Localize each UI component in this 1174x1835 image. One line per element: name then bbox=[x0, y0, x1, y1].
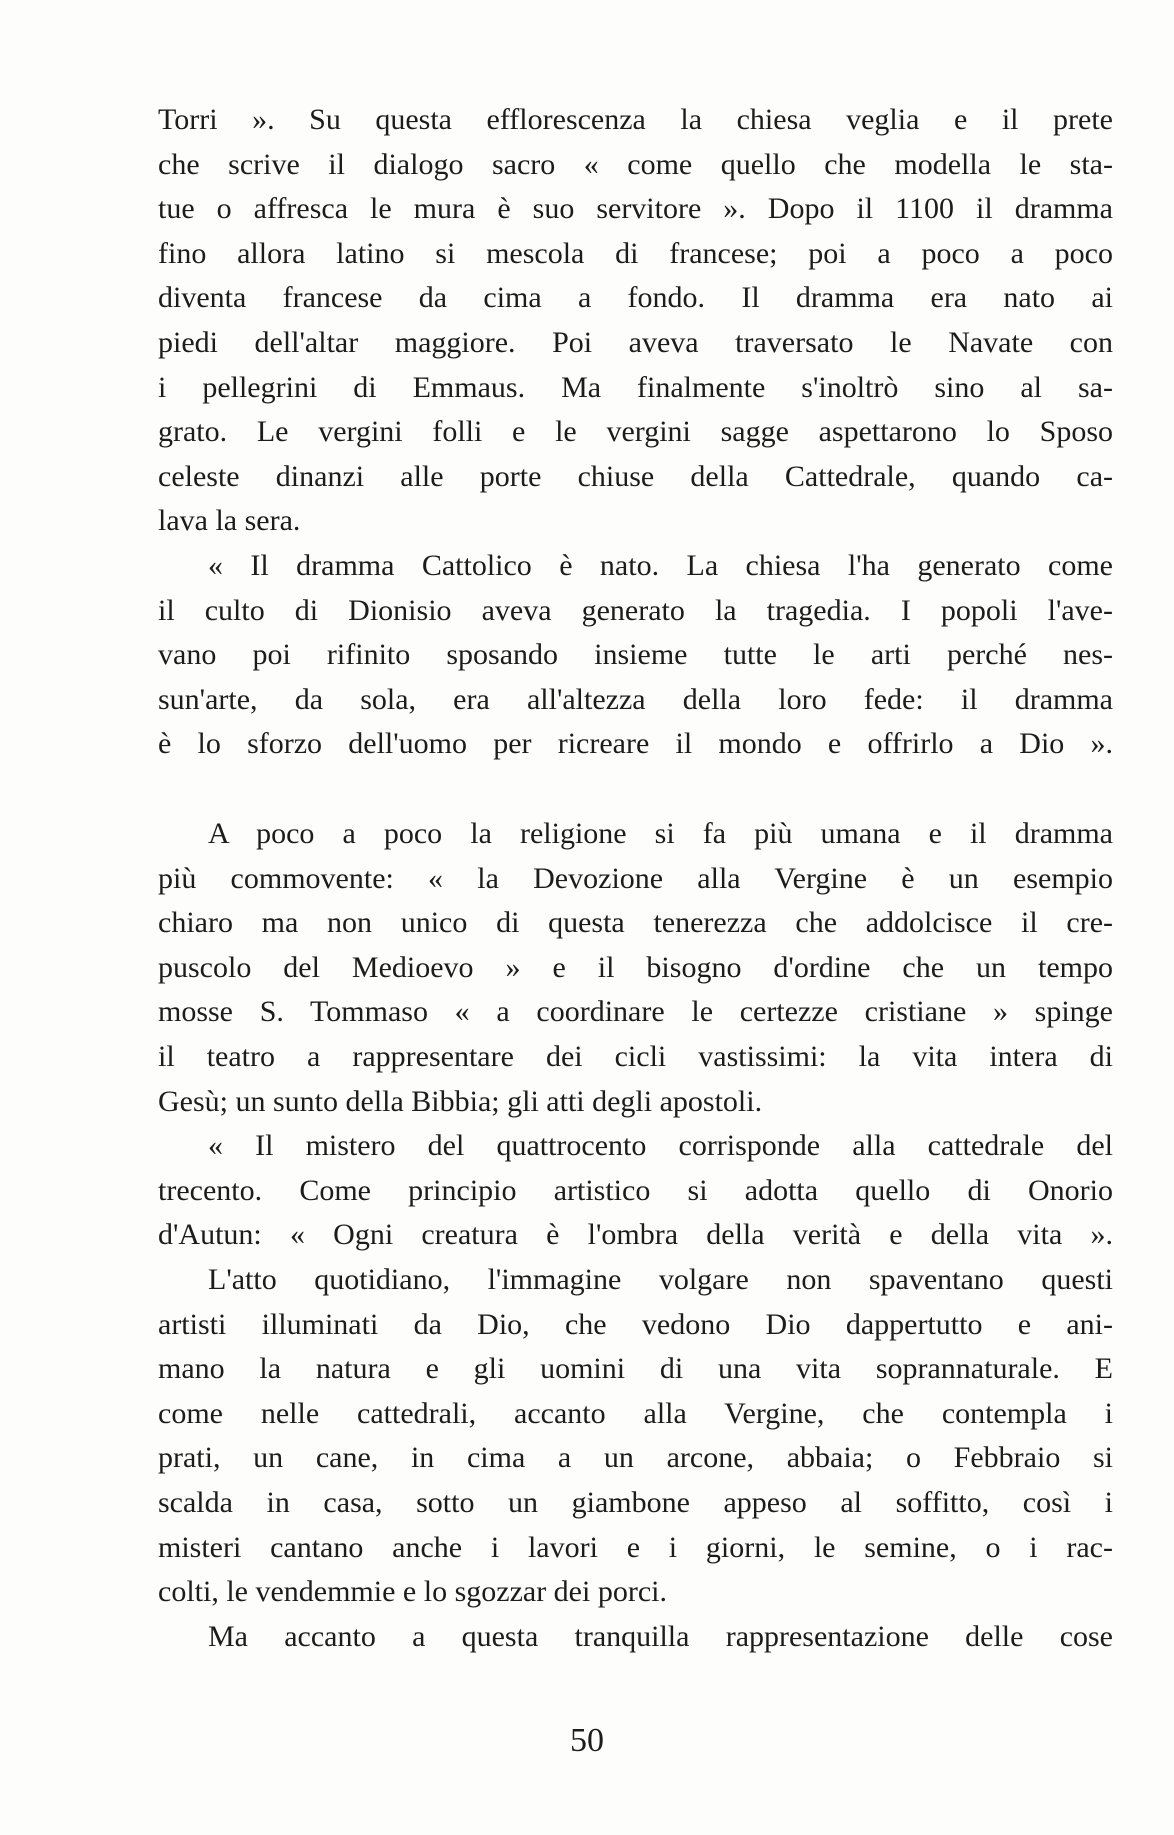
text-line: grato. Le vergini folli e le vergini sagge aspettarono lo Sposo bbox=[158, 415, 1113, 449]
text-line: è lo sforzo dell'uomo per ricreare il mondo e offrirlo a Dio ». bbox=[158, 727, 1113, 761]
text-line: misteri cantano anche i lavori e i giorni, le semine, o i rac- bbox=[158, 1530, 1113, 1564]
text-line: puscolo del Medioevo » e il bisogno d'ordine che un tempo bbox=[158, 950, 1113, 984]
text-line: fino allora latino si mescola di francese; poi a poco a poco bbox=[158, 236, 1113, 270]
page-number: 50 bbox=[570, 1722, 604, 1759]
text-line: prati, un cane, in cima a un arcone, abbaia; o Febbraio si bbox=[158, 1441, 1113, 1475]
text-line: diventa francese da cima a fondo. Il dramma era nato ai bbox=[158, 281, 1113, 315]
text-line: Ma accanto a questa tranquilla rappresentazione delle cose bbox=[208, 1619, 1113, 1653]
text-line: il culto di Dionisio aveva generato la tragedia. I popoli l'ave- bbox=[158, 593, 1113, 627]
text-line: più commovente: « la Devozione alla Vergine è un esempio bbox=[158, 861, 1113, 895]
text-line: come nelle cattedrali, accanto alla Vergine, che contempla i bbox=[158, 1396, 1113, 1430]
text-line: A poco a poco la religione si fa più umana e il dramma bbox=[208, 817, 1113, 850]
text-line: chiaro ma non unico di questa tenerezza che addolcisce il cre- bbox=[158, 906, 1113, 940]
text-line: piedi dell'altar maggiore. Poi aveva traversato le Navate con bbox=[158, 325, 1113, 359]
text-line: « Il dramma Cattolico è nato. La chiesa l'ha generato come bbox=[208, 548, 1113, 582]
text-line: vano poi rifinito sposando insieme tutte le arti perché nes- bbox=[158, 638, 1113, 672]
text-line: mosse S. Tommaso « a coordinare le certezze cristiane » spinge bbox=[158, 995, 1113, 1029]
text-line: Gesù; un sunto della Bibbia; gli atti degli apostoli. bbox=[158, 1084, 763, 1118]
text-line: mano la natura e gli uomini di una vita soprannaturale. E bbox=[158, 1352, 1113, 1386]
text-line: trecento. Come principio artistico si adotta quello di Onorio bbox=[158, 1173, 1113, 1207]
text-line: celeste dinanzi alle porte chiuse della Cattedrale, quando ca- bbox=[158, 459, 1113, 493]
text-line: che scrive il dialogo sacro « come quello che modella le sta- bbox=[158, 147, 1113, 181]
text-line: i pellegrini di Emmaus. Ma finalmente s'inoltrò sino al sa- bbox=[158, 370, 1113, 404]
text-line: Torri ». Su questa efflorescenza la chiesa veglia e il prete bbox=[158, 103, 1113, 136]
text-line: L'atto quotidiano, l'immagine volgare non spaventano questi bbox=[208, 1262, 1113, 1296]
text-line: scalda in casa, sotto un giambone appeso al soffitto, così i bbox=[158, 1485, 1113, 1519]
text-line: il teatro a rappresentare dei cicli vastissimi: la vita intera di bbox=[158, 1039, 1113, 1073]
text-section-1 bbox=[158, 98, 1113, 767]
text-line: colti, le vendemmie e lo sgozzar dei porci. bbox=[158, 1575, 667, 1609]
text-line: « Il mistero del quattrocento corrisponde alla cattedrale del bbox=[208, 1129, 1113, 1163]
text-line: sun'arte, da sola, era all'altezza della loro fede: il dramma bbox=[158, 682, 1113, 716]
text-line: artisti illuminati da Dio, che vedono Dio dappertutto e ani- bbox=[158, 1307, 1113, 1341]
text-line: lava la sera. bbox=[158, 504, 301, 538]
text-section-2 bbox=[158, 812, 1113, 1659]
text-line: d'Autun: « Ogni creatura è l'ombra della verità e della vita ». bbox=[158, 1218, 1113, 1252]
text-line: tue o affresca le mura è suo servitore ». Dopo il 1100 il dramma bbox=[158, 192, 1113, 226]
